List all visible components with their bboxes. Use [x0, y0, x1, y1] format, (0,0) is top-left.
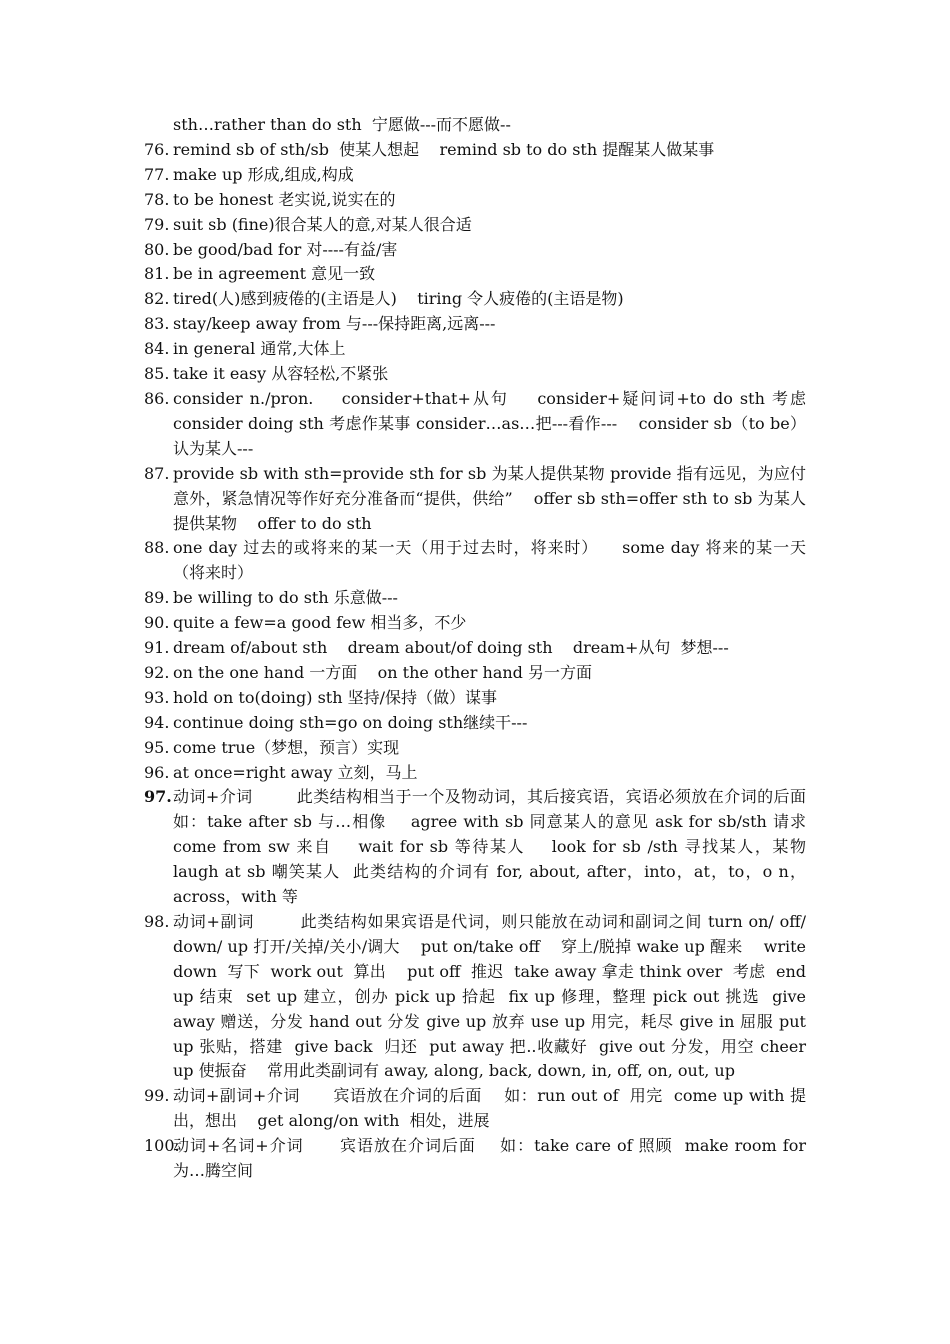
item-text: be in agreement 意见一致 [173, 264, 376, 284]
list-item-81 [144, 262, 806, 287]
item-number: 78. [144, 189, 170, 209]
list-item-89 [144, 586, 806, 611]
list-item-87 [144, 462, 806, 537]
phrase-list [144, 113, 837, 1184]
item-text: at once=right away 立刻，马上 [173, 762, 418, 782]
list-item-76 [144, 138, 806, 163]
item-text: be good/bad for 对----有益/害 [173, 239, 398, 259]
item-number: 98. [144, 912, 170, 931]
list-item-80 [144, 238, 806, 263]
list-item-96 [144, 761, 806, 786]
item-text: provide sb with sth=provide sth for sb 为某人提供某物 provide 指有远见，为应付意外，紧急情况等作好充分准备而“提供，供给” offer sb sth=offer sth to sb 为某人提供某物 offer to do sth [173, 463, 806, 533]
item-number: 100. [144, 1136, 180, 1156]
item-text: stay/keep away from 与---保持距离,远离--- [173, 314, 496, 334]
item-text: 动词+副词 此类结构如果宾语是代词，则只能放在动词和副词之间 turn on/ off/ down/ up 打开/关掉/关小/调大 put on/take off 穿上/脱掉 wake up 醒来 write down 写下 work out 算出 put off 推迟 take away 拿走 think over 考虑 end up 结束 set up 建立，创办 pick up 拾起 fix up 修理，整理 pick out 挑选 give away 赠送，分发 hand out 分发 give up 放弃 use up 用完，耗尽 give in 屈服 put up 张贴，搭建 give back 归还 put away 把..收藏好 give out 分发，用空 cheer up 使振奋 常用此类副词有 away, along, back, down, in, off, on, out, up [173, 912, 812, 1081]
item-number: 93. [144, 687, 170, 707]
item-text: 动词+介词 此类结构相当于一个及物动词，其后接宾语，宾语必须放在介词的后面 如：take after sb 与…相像 agree with sb 同意某人的意见 ask for sb/sth 请求 come from sw 来自 wait for sb 等待某人 look for sb /sth 寻找某人，某物 laugh at sb 嘲笑某人 此类结构的介词有 for, about, after，into，at，to，o n，across，with 等 [173, 787, 837, 907]
item-number: 77. [144, 164, 170, 184]
list-item-85 [144, 362, 806, 387]
item-number: 89. [144, 588, 170, 608]
item-text: 动词+名词+介词 宾语放在介词后面 如：take care of 照顾 make room for 为…腾空间 [173, 1136, 817, 1181]
item-number: 95. [144, 737, 170, 757]
item-number: 79. [144, 214, 170, 234]
item-number: 90. [144, 613, 170, 633]
list-item-95 [144, 736, 806, 761]
list-item-93 [144, 686, 806, 711]
item-text: remind sb of sth/sb 使某人想起 remind sb to do sth 提醒某人做某事 [173, 139, 715, 159]
item-number: 81. [144, 264, 170, 284]
list-item-99 [144, 1084, 806, 1134]
item-number: 83. [144, 314, 170, 334]
list-item-91 [144, 636, 806, 661]
item-number: 92. [144, 662, 170, 682]
item-text: dream of/about sth dream about/of doing sth dream+从句 梦想--- [173, 638, 729, 658]
item-number: 84. [144, 339, 170, 359]
item-number: 88. [144, 538, 170, 558]
item-text: to be honest 老实说,说实在的 [173, 189, 396, 209]
list-item-88 [144, 536, 806, 586]
item-text: be willing to do sth 乐意做--- [173, 588, 398, 608]
item-text: on the one hand 一方面 on the other hand 另一方面 [173, 662, 592, 682]
item-text: take it easy 从容轻松,不紧张 [173, 364, 389, 384]
item-number: 85. [144, 364, 170, 384]
item-text: consider n./pron. consider+that+从句 consider+疑问词+to do sth 考虑 consider doing sth 考虑作某事 consider…as…把---看作--- consider sb（to be）认为某人--- [173, 388, 812, 458]
list-item-86 [144, 387, 812, 462]
list-item-79 [144, 213, 806, 238]
list-item-94 [144, 711, 806, 736]
item-text: in general 通常,大体上 [173, 339, 346, 359]
item-text: make up 形成,组成,构成 [173, 164, 354, 184]
item-number: 87. [144, 463, 170, 483]
item-number: 96. [144, 762, 170, 782]
item-number: 97. [144, 787, 172, 807]
list-item-83 [144, 312, 806, 337]
list-item-82 [144, 287, 806, 312]
item-text: tired(人)感到疲倦的(主语是人) tiring 令人疲倦的(主语是物) [173, 289, 624, 309]
item-number: 91. [144, 638, 170, 658]
item-text: continue doing sth=go on doing sth继续干--- [173, 712, 528, 732]
list-item-84 [144, 337, 806, 362]
lead-continuation-line: sth…rather than do sth 宁愿做---而不愿做-- [173, 115, 511, 134]
list-item-78 [144, 188, 806, 213]
item-text: hold on to(doing) sth 坚持/保持（做）谋事 [173, 687, 498, 707]
item-number: 94. [144, 712, 170, 732]
list-item-90 [144, 611, 806, 636]
item-text: 动词+副词+介词 宾语放在介词的后面 如：run out of 用完 come up with 提出，想出 get along/on with 相处，进展 [173, 1086, 806, 1131]
list-item-98 [144, 910, 812, 1084]
list-item-92 [144, 661, 806, 686]
item-number: 82. [144, 289, 170, 309]
list-item-77 [144, 163, 806, 188]
item-number: 99. [144, 1086, 170, 1106]
item-text: suit sb (fine)很合某人的意,对某人很合适 [173, 214, 472, 234]
item-text: come true（梦想，预言）实现 [173, 737, 400, 757]
list-item-100 [144, 1134, 817, 1184]
list-item-97 [144, 785, 837, 910]
item-number: 80. [144, 239, 170, 259]
item-number: 76. [144, 139, 170, 159]
item-text: one day 过去的或将来的某一天（用于过去时，将来时） some day 将来的某一天（将来时） [173, 538, 806, 583]
item-number: 86. [144, 388, 170, 408]
item-text: quite a few=a good few 相当多，不少 [173, 613, 467, 633]
